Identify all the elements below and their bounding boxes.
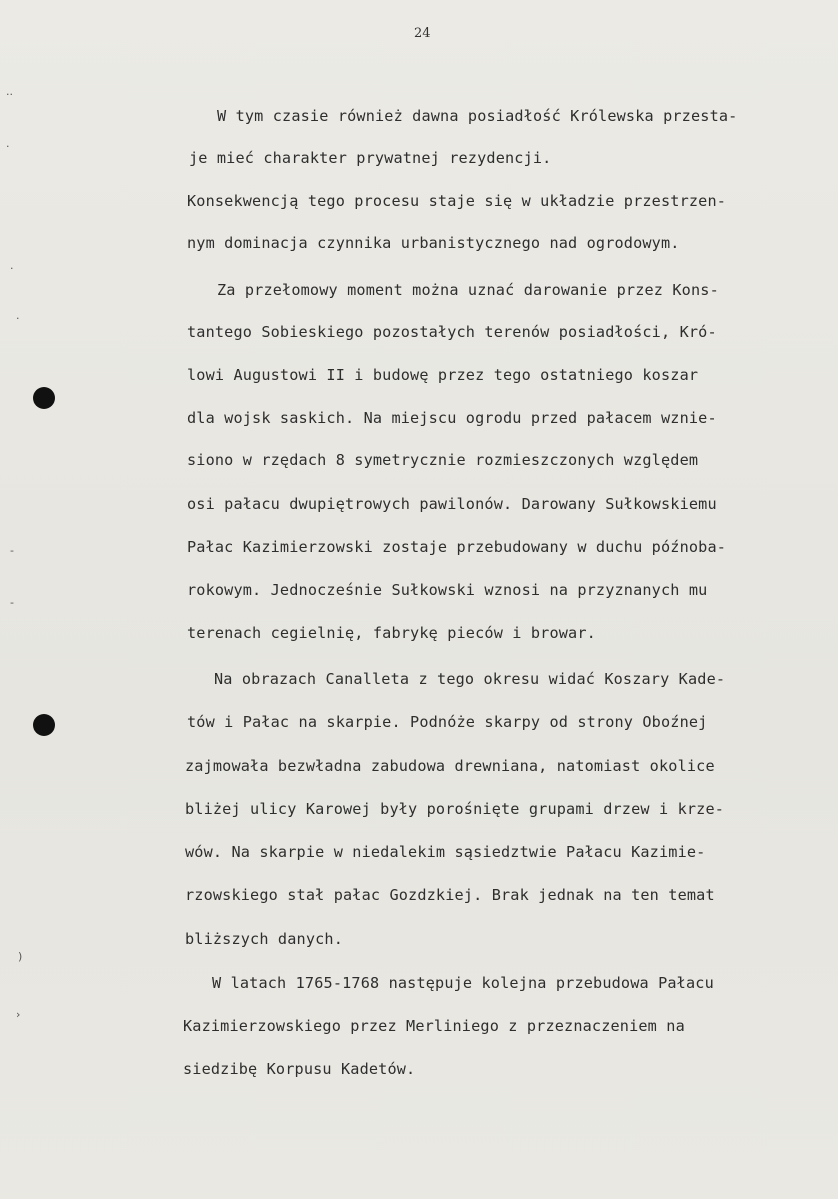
text-line: dla wojsk saskich. Na miejscu ogrodu przed pałacem wznie- — [187, 409, 717, 427]
text-line: siono w rzędach 8 symetrycznie rozmieszczonych względem — [187, 451, 699, 469]
text-line: osi pałacu dwupiętrowych pawilonów. Darowany Sułkowskiemu — [187, 495, 717, 513]
margin-mark: · — [16, 312, 20, 325]
text-line: W latach 1765-1768 następuje kolejna przebudowa Pałacu — [212, 974, 714, 992]
text-line: Na obrazach Canalleta z tego okresu widać Koszary Kade- — [214, 670, 726, 688]
text-line: tantego Sobieskiego pozostałych terenów posiadłości, Kró- — [187, 323, 717, 341]
text-line: rzowskiego stał pałac Gozdzkiej. Brak jednak na ten temat — [185, 886, 715, 904]
text-line: zajmowała bezwładna zabudowa drewniana, natomiast okolice — [185, 757, 715, 775]
text-line: bliższych danych. — [185, 930, 343, 948]
text-line: nym dominacja czynnika urbanistycznego nad ogrodowym. — [187, 234, 680, 252]
text-line: lowi Augustowi II i budowę przez tego ostatniego koszar — [187, 366, 699, 384]
margin-mark: ) — [18, 950, 23, 963]
margin-mark: - — [10, 544, 14, 557]
page-number: 24 — [414, 26, 431, 41]
margin-mark: - — [10, 596, 14, 609]
text-line: bliżej ulicy Karowej były porośnięte grupami drzew i krze- — [185, 800, 725, 818]
punch-hole-top — [33, 387, 55, 409]
text-line: siedzibę Korpusu Kadetów. — [183, 1060, 416, 1078]
text-line: W tym czasie również dawna posiadłość Królewska przesta- — [217, 107, 738, 125]
text-line: wów. Na skarpie w niedalekim sąsiedztwie Pałacu Kazimie- — [185, 843, 706, 861]
text-line: tów i Pałac na skarpie. Podnóże skarpy od strony Oboźnej — [187, 713, 708, 731]
text-line: Konsekwencją tego procesu staje się w układzie przestrzen- — [187, 192, 727, 210]
margin-mark: · — [10, 262, 14, 275]
punch-hole-bottom — [33, 714, 55, 736]
margin-mark: › — [16, 1008, 21, 1021]
text-line: je mieć charakter prywatnej rezydencji. — [189, 149, 552, 167]
margin-mark: ·· — [6, 88, 13, 101]
text-line: Za przełomowy moment można uznać darowanie przez Kons- — [217, 281, 719, 299]
text-line: Kazimierzowskiego przez Merliniego z przeznaczeniem na — [183, 1017, 685, 1035]
text-line: terenach cegielnię, fabrykę pieców i browar. — [187, 624, 596, 642]
text-line: rokowym. Jednocześnie Sułkowski wznosi na przyznanych mu — [187, 581, 708, 599]
text-line: Pałac Kazimierzowski zostaje przebudowany w duchu późnoba- — [187, 538, 727, 556]
margin-mark: · — [6, 140, 10, 153]
